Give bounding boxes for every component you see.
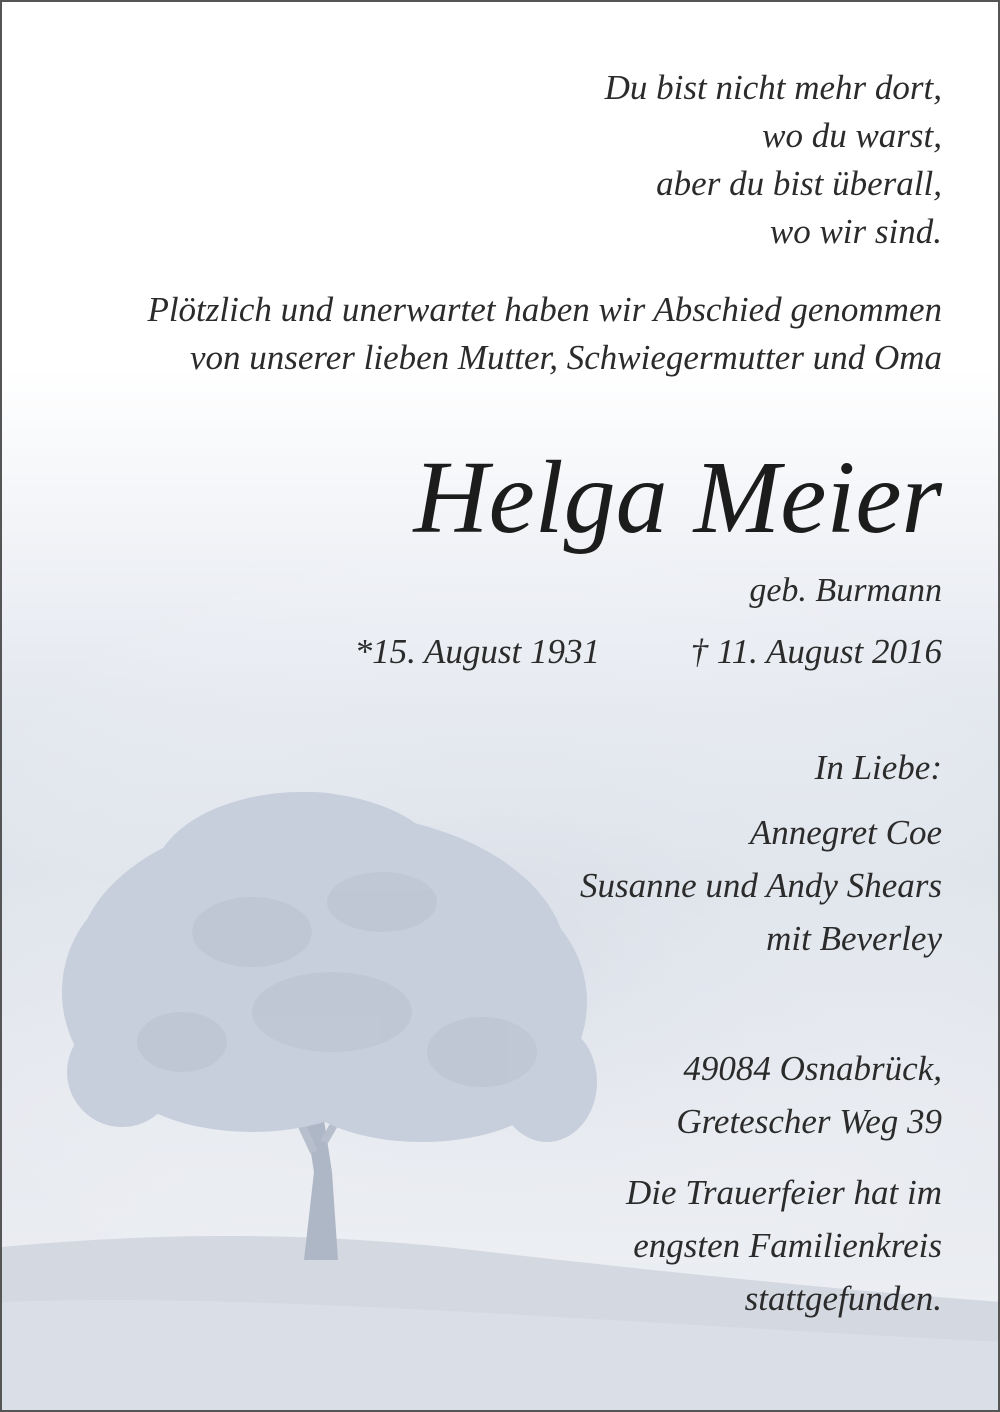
ceremony-note — [626, 1166, 942, 1325]
intro-text — [147, 286, 942, 382]
mourner-name: mit Beverley — [766, 919, 942, 958]
poem-line: wo wir sind. — [769, 212, 942, 251]
mourners-list — [580, 806, 942, 965]
mourners-heading: In Liebe: — [814, 748, 942, 787]
intro-line: Plötzlich und unerwartet haben wir Abschied genommen — [147, 290, 942, 329]
address-line: 49084 Osnabrück, — [683, 1049, 942, 1088]
mourner-name: Annegret Coe — [749, 813, 942, 852]
life-dates — [2, 632, 942, 680]
ceremony-line: Die Trauerfeier hat im — [626, 1173, 942, 1212]
address — [676, 1042, 942, 1148]
birth-name: geb. Burmann — [749, 572, 942, 609]
address-line: Gretescher Weg 39 — [676, 1102, 942, 1141]
poem-line: Du bist nicht mehr dort, — [604, 68, 942, 107]
poem-line: aber du bist überall, — [656, 164, 942, 203]
poem — [605, 64, 942, 256]
mourner-name: Susanne und Andy Shears — [580, 866, 942, 905]
poem-line: wo du warst, — [762, 116, 942, 155]
deceased-name: Helga Meier — [413, 440, 942, 555]
death-date: † 11. August 2016 — [690, 632, 942, 671]
intro-line: von unserer lieben Mutter, Schwiegermutter und Oma — [189, 338, 942, 377]
birth-date: *15. August 1931 — [354, 632, 600, 671]
ceremony-line: stattgefunden. — [744, 1279, 942, 1318]
ceremony-line: engsten Familienkreis — [633, 1226, 942, 1265]
